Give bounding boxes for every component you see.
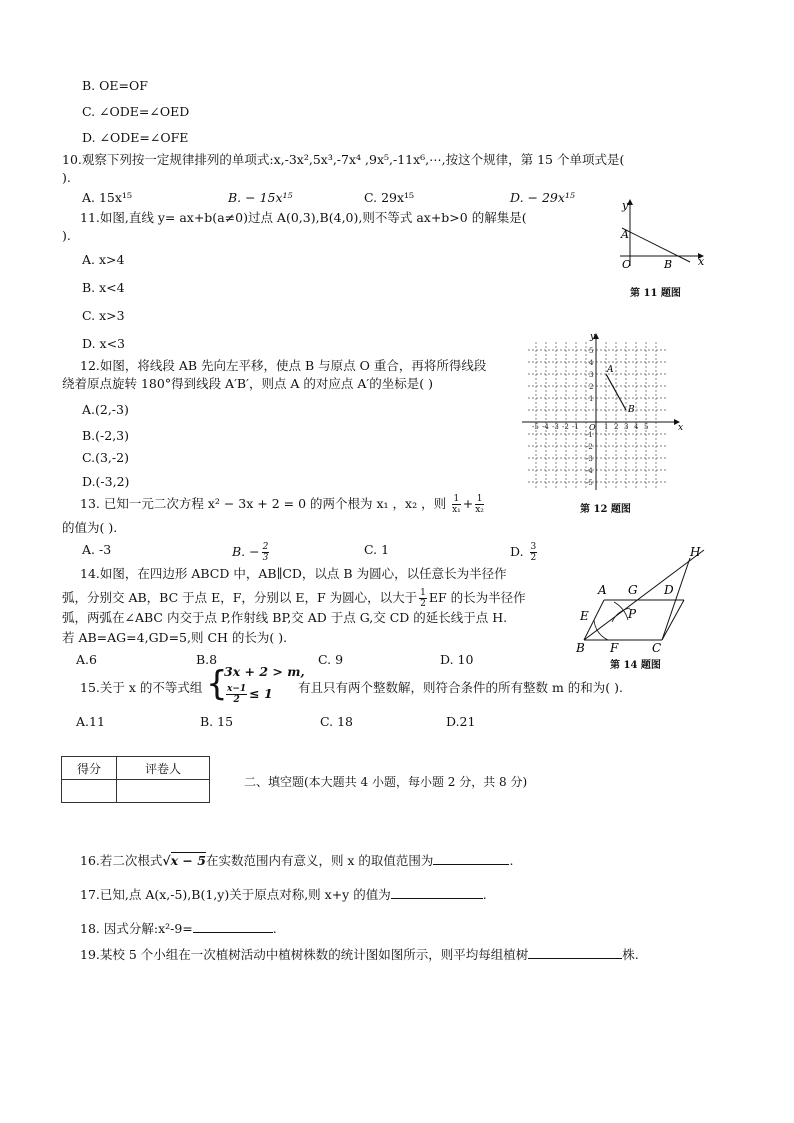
q15-inequality-1: 3x + 2 > m, [224, 664, 305, 679]
section-2-title: 二、填空题(本大题共 4 小题，每小题 2 分，共 8 分) [244, 775, 528, 789]
score-table [61, 756, 210, 803]
q12-figure [518, 330, 688, 495]
q14-label-d: D [664, 583, 674, 597]
q19-answer-blank[interactable] [528, 946, 622, 959]
q9-option-c: C. ∠ODE=∠OED [82, 104, 190, 119]
q15-option-d: D.21 [446, 714, 476, 729]
q14-line-4: 若 AB=AG=4,GD=5,则 CH 的长为( ). [62, 630, 288, 645]
q12-stem-1: 12.如图，将线段 AB 先向左平移，使点 B 与原点 O 重合，再将所得线段 [80, 358, 487, 373]
q14-label-b: B [576, 641, 585, 655]
q12-option-a: A.(2,-3) [82, 402, 129, 417]
q18-answer-blank[interactable] [193, 920, 273, 933]
q14-label-e: E [580, 609, 589, 623]
svg-text:3: 3 [589, 371, 594, 379]
q12-option-b: B.(-2,3) [82, 428, 130, 443]
q10-stem-end: ). [62, 170, 71, 185]
q15-stem-b: 有且只有两个整数解，则符合条件的所有整数 m 的和为( ). [298, 680, 624, 695]
svg-text:-3: -3 [586, 455, 593, 463]
q9-option-b: B. OE=OF [82, 78, 148, 93]
q11-figure [612, 196, 712, 271]
q11-stem-end: ). [62, 228, 71, 243]
svg-text:-3: -3 [552, 423, 559, 431]
q12-label-x: x [678, 423, 684, 433]
q17: 17.已知,点 A(x,-5),B(1,y)关于原点对称,则 x+y 的值为 . [80, 887, 487, 902]
svg-text:4: 4 [634, 423, 639, 431]
q15-option-b: B. 15 [200, 714, 234, 729]
q10-option-c: C. 29x¹⁵ [364, 190, 415, 205]
svg-text:5: 5 [589, 347, 594, 355]
svg-text:-2: -2 [586, 443, 593, 451]
q15-inequality-2: $\frac{x-1}{2}$ ≤ 1 [227, 684, 273, 705]
q17-answer-blank[interactable] [391, 886, 483, 899]
svg-text:-2: -2 [562, 423, 569, 431]
q11-option-c: C. x>3 [82, 308, 125, 323]
q12-label-b: B [628, 405, 635, 415]
q14-label-h: H [690, 545, 701, 559]
q14-label-g: G [628, 583, 638, 597]
q14-option-b: B.8 [196, 652, 218, 667]
q13-option-a: A. -3 [82, 542, 112, 557]
q11-option-d: D. x<3 [82, 336, 125, 351]
q11-option-a: A. x>4 [82, 252, 125, 267]
q15-stem-a: 15.关于 x 的不等式组 [80, 680, 203, 695]
q13-option-d: D. $\frac{3}{2}$ [510, 542, 537, 563]
q14-figure [572, 544, 722, 656]
q10-option-a: A. 15x¹⁵ [82, 190, 132, 205]
q11-label-o: O [622, 258, 632, 271]
q13-stem-text: 13. 已知一元二次方程 x² − 3x + 2 = 0 的两个根为 x₁ ，x₂ ，则 [80, 496, 447, 511]
q15-option-a: A.11 [76, 714, 105, 729]
q12-label-o: O [589, 423, 596, 432]
q13-frac-1: $\frac{1}{\text{x₁}}$ [452, 494, 461, 515]
q11-label-a: A [621, 228, 629, 241]
q14-label-a: A [598, 583, 607, 597]
svg-text:-5: -5 [586, 479, 593, 487]
q11-label-x: x [698, 255, 705, 268]
svg-text:-4: -4 [542, 423, 549, 431]
svg-text:1: 1 [604, 423, 609, 431]
q14-line-2: 弧，分别交 AB，BC 于点 E，F，分别以 E，F 为圆心，以大于 $\frac{1}{2}$ EF 的长为半径作 [62, 588, 526, 609]
q14-line-3: 弧，两弧在∠ABC 内交于点 P,作射线 BP,交 AD 于点 G,交 CD 的延长线于点 H. [62, 610, 508, 625]
grader-header: 评卷人 [117, 757, 210, 780]
q19: 19.某校 5 个小组在一次植树活动中植树株数的统计图如图所示，则平均每组植树 株. [80, 947, 639, 962]
q11-caption: 第 11 题图 [630, 288, 681, 299]
q13-stem: 13. 已知一元二次方程 x² − 3x + 2 = 0 的两个根为 x₁ ，x₂ ，则 $\frac{1}{\text{x₁}}$ + $\frac{1}{\text{x₂}}$ [80, 494, 484, 515]
svg-text:-4: -4 [586, 467, 593, 475]
score-header: 得分 [62, 757, 117, 780]
svg-text:4: 4 [589, 359, 594, 367]
grader-cell [117, 780, 210, 803]
svg-text:5: 5 [644, 423, 649, 431]
q14-line-1: 14.如图，在四边形 ABCD 中，AB∥CD，以点 B 为圆心，以任意长为半径作 [80, 566, 507, 581]
q11-option-b: B. x<4 [82, 280, 125, 295]
q11-label-b: B [664, 258, 673, 271]
q14-option-a: A.6 [76, 652, 97, 667]
q15-brace: { [206, 664, 228, 704]
q11-stem: 11.如图,直线 y= ax+b(a≠0)过点 A(0,3),B(4,0),则不等式 ax+b>0 的解集是( [80, 210, 527, 225]
q15-option-c: C. 18 [320, 714, 353, 729]
q12-option-c: C.(3,-2) [82, 450, 129, 465]
q14-option-d: D. 10 [440, 652, 474, 667]
svg-text:2: 2 [589, 383, 594, 391]
q13-frac-2: $\frac{1}{\text{x₂}}$ [475, 494, 484, 515]
q10-stem: 10.观察下列按一定规律排列的单项式:x,-3x²,5x³,-7x⁴ ,9x⁵,-11x⁶,⋯,按这个规律，第 15 个单项式是( [62, 152, 625, 167]
q10-option-d: D. − 29x¹⁵ [510, 190, 575, 205]
q13-option-b: B. − $\frac{2}{3}$ [232, 542, 269, 563]
q12-caption: 第 12 题图 [580, 504, 631, 515]
q16-radical: √x − 5 [162, 853, 206, 868]
q12-label-y: y [590, 332, 596, 342]
q10-option-b: B. − 15x¹⁵ [228, 190, 293, 205]
q14-label-c: C [652, 641, 662, 655]
q9-option-d: D. ∠ODE=∠OFE [82, 130, 189, 145]
q12-option-d: D.(-3,2) [82, 474, 130, 489]
q14-label-p: P [628, 607, 637, 621]
q13-stem-end: 的值为( ). [62, 520, 118, 535]
svg-text:-5: -5 [532, 423, 539, 431]
q12-stem-2: 绕着原点旋转 180°得到线段 A′B′，则点 A 的对应点 A′的坐标是( ) [62, 376, 433, 391]
svg-text:-1: -1 [586, 431, 593, 439]
q18: 18. 因式分解:x²-9= . [80, 921, 277, 936]
score-cell [62, 780, 117, 803]
q12-label-a: A [607, 365, 614, 375]
q13-option-c: C. 1 [364, 542, 390, 557]
svg-text:2: 2 [614, 423, 619, 431]
svg-text:-1: -1 [572, 423, 579, 431]
q14-option-c: C. 9 [318, 652, 344, 667]
q14-label-f: F [610, 641, 619, 655]
q11-label-y: y [622, 199, 629, 212]
svg-text:3: 3 [624, 423, 629, 431]
q16: 16.若二次根式√x − 5在实数范围内有意义，则 x 的取值范围为 . [80, 853, 514, 868]
q14-caption: 第 14 题图 [610, 660, 661, 671]
q16-answer-blank[interactable] [433, 852, 509, 865]
svg-text:1: 1 [589, 395, 594, 403]
